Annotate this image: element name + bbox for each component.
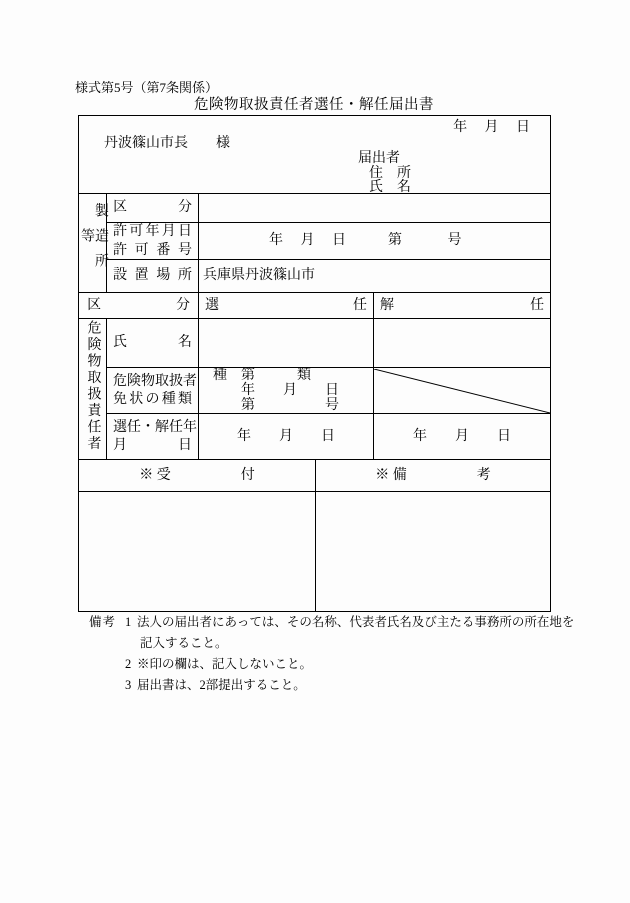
note-text: ※印の欄は、記入しないこと。: [137, 657, 313, 671]
appointment-date-label-cell: [107, 414, 199, 460]
category-header-label: 区 分: [87, 297, 190, 313]
note-text-continuation: 記入すること。: [140, 636, 228, 650]
permit-date-label: 許 可 年 月 日: [113, 224, 192, 239]
form-number: 様式第5号（第7条関係）: [75, 80, 219, 95]
license-label-line2: 免 状 の 種 類: [113, 392, 192, 407]
form-table: [78, 115, 551, 612]
note-number: 2: [125, 657, 132, 671]
permit-value-cell: [199, 223, 551, 260]
location-value: 兵庫県丹波篠山市: [203, 268, 315, 284]
note-text: 届出書は、2部提出すること。: [137, 678, 306, 692]
note-text: 法人の届出者にあっては、その名称、代表者氏名及び主たる事務所の所在地を: [137, 615, 575, 629]
note-number: 3: [125, 678, 132, 692]
appointment-date-label-line2: 月 日: [113, 438, 192, 453]
header-box: [79, 116, 551, 194]
license-dismiss-cell: [374, 368, 551, 414]
addressee: 丹波篠山市長 様: [104, 136, 230, 151]
dismiss-header-cell: [374, 293, 551, 319]
appoint-date-value-cell: 年 月 日: [199, 414, 374, 460]
name-dismiss-value-cell: [374, 319, 551, 368]
license-label-line1: 危 険 物 取 扱 者: [113, 373, 197, 389]
remarks-body-cell: [316, 492, 551, 612]
location-label-cell: [107, 260, 199, 293]
facility-side-label-cell: [79, 194, 107, 293]
license-type-blank: 種 第 類: [199, 368, 311, 383]
facility-category-value-cell: [199, 194, 551, 223]
reception-header-cell: ※ 受 付: [79, 460, 316, 492]
note-item: [125, 654, 579, 675]
appoint-header-cell: [199, 293, 374, 319]
remarks-header-cell: ※ 備 考: [316, 460, 551, 492]
dismiss-header-label: 解 任: [380, 297, 545, 313]
permit-label-cell: [107, 223, 199, 260]
diagonal-strikethrough-line: [374, 369, 550, 413]
location-value-cell: [199, 260, 551, 293]
license-date-blank: 年 月 日: [199, 383, 339, 398]
address-label: 住 所: [369, 166, 411, 181]
permit-number-label: 許 可 番 号: [113, 242, 192, 258]
location-label: 設 置 場 所: [113, 268, 192, 284]
appoint-header-label: 選 任: [205, 297, 367, 313]
handler-side-label: 危険物取扱責任者: [85, 320, 101, 453]
footnotes: [89, 612, 579, 696]
name-appoint-value-cell: [199, 319, 374, 368]
appointment-date-label-line1: 選 任 ・ 解 任 年: [113, 419, 197, 435]
facility-side-label: 製造所等: [79, 202, 108, 278]
submission-date-blank: 年 月 日: [453, 120, 531, 135]
license-appoint-value-cell: [199, 368, 374, 414]
footnotes-heading: 備考: [89, 615, 117, 629]
page-title: 危険物取扱責任者選任・解任届出書: [194, 97, 434, 113]
reception-body-cell: [79, 492, 316, 612]
facility-category-label: 区 分: [113, 200, 192, 216]
handler-side-label-cell: [79, 319, 107, 460]
category-header-label-cell: [79, 293, 199, 319]
note-item: [125, 612, 579, 654]
facility-category-label-cell: [107, 194, 199, 223]
name-label: 氏 名: [369, 180, 411, 195]
license-label-cell: [107, 368, 199, 414]
permit-value-blank: 年 月 日 第 号: [269, 233, 462, 249]
dismiss-date-value-cell: 年 月 日: [374, 414, 551, 460]
notifier-label: 届出者: [358, 151, 400, 166]
note-number: 1: [125, 615, 132, 629]
note-item: [125, 675, 579, 696]
handler-name-label-cell: [107, 319, 199, 368]
license-number-blank: 第 号: [199, 398, 339, 413]
handler-name-label: 氏 名: [113, 335, 192, 351]
